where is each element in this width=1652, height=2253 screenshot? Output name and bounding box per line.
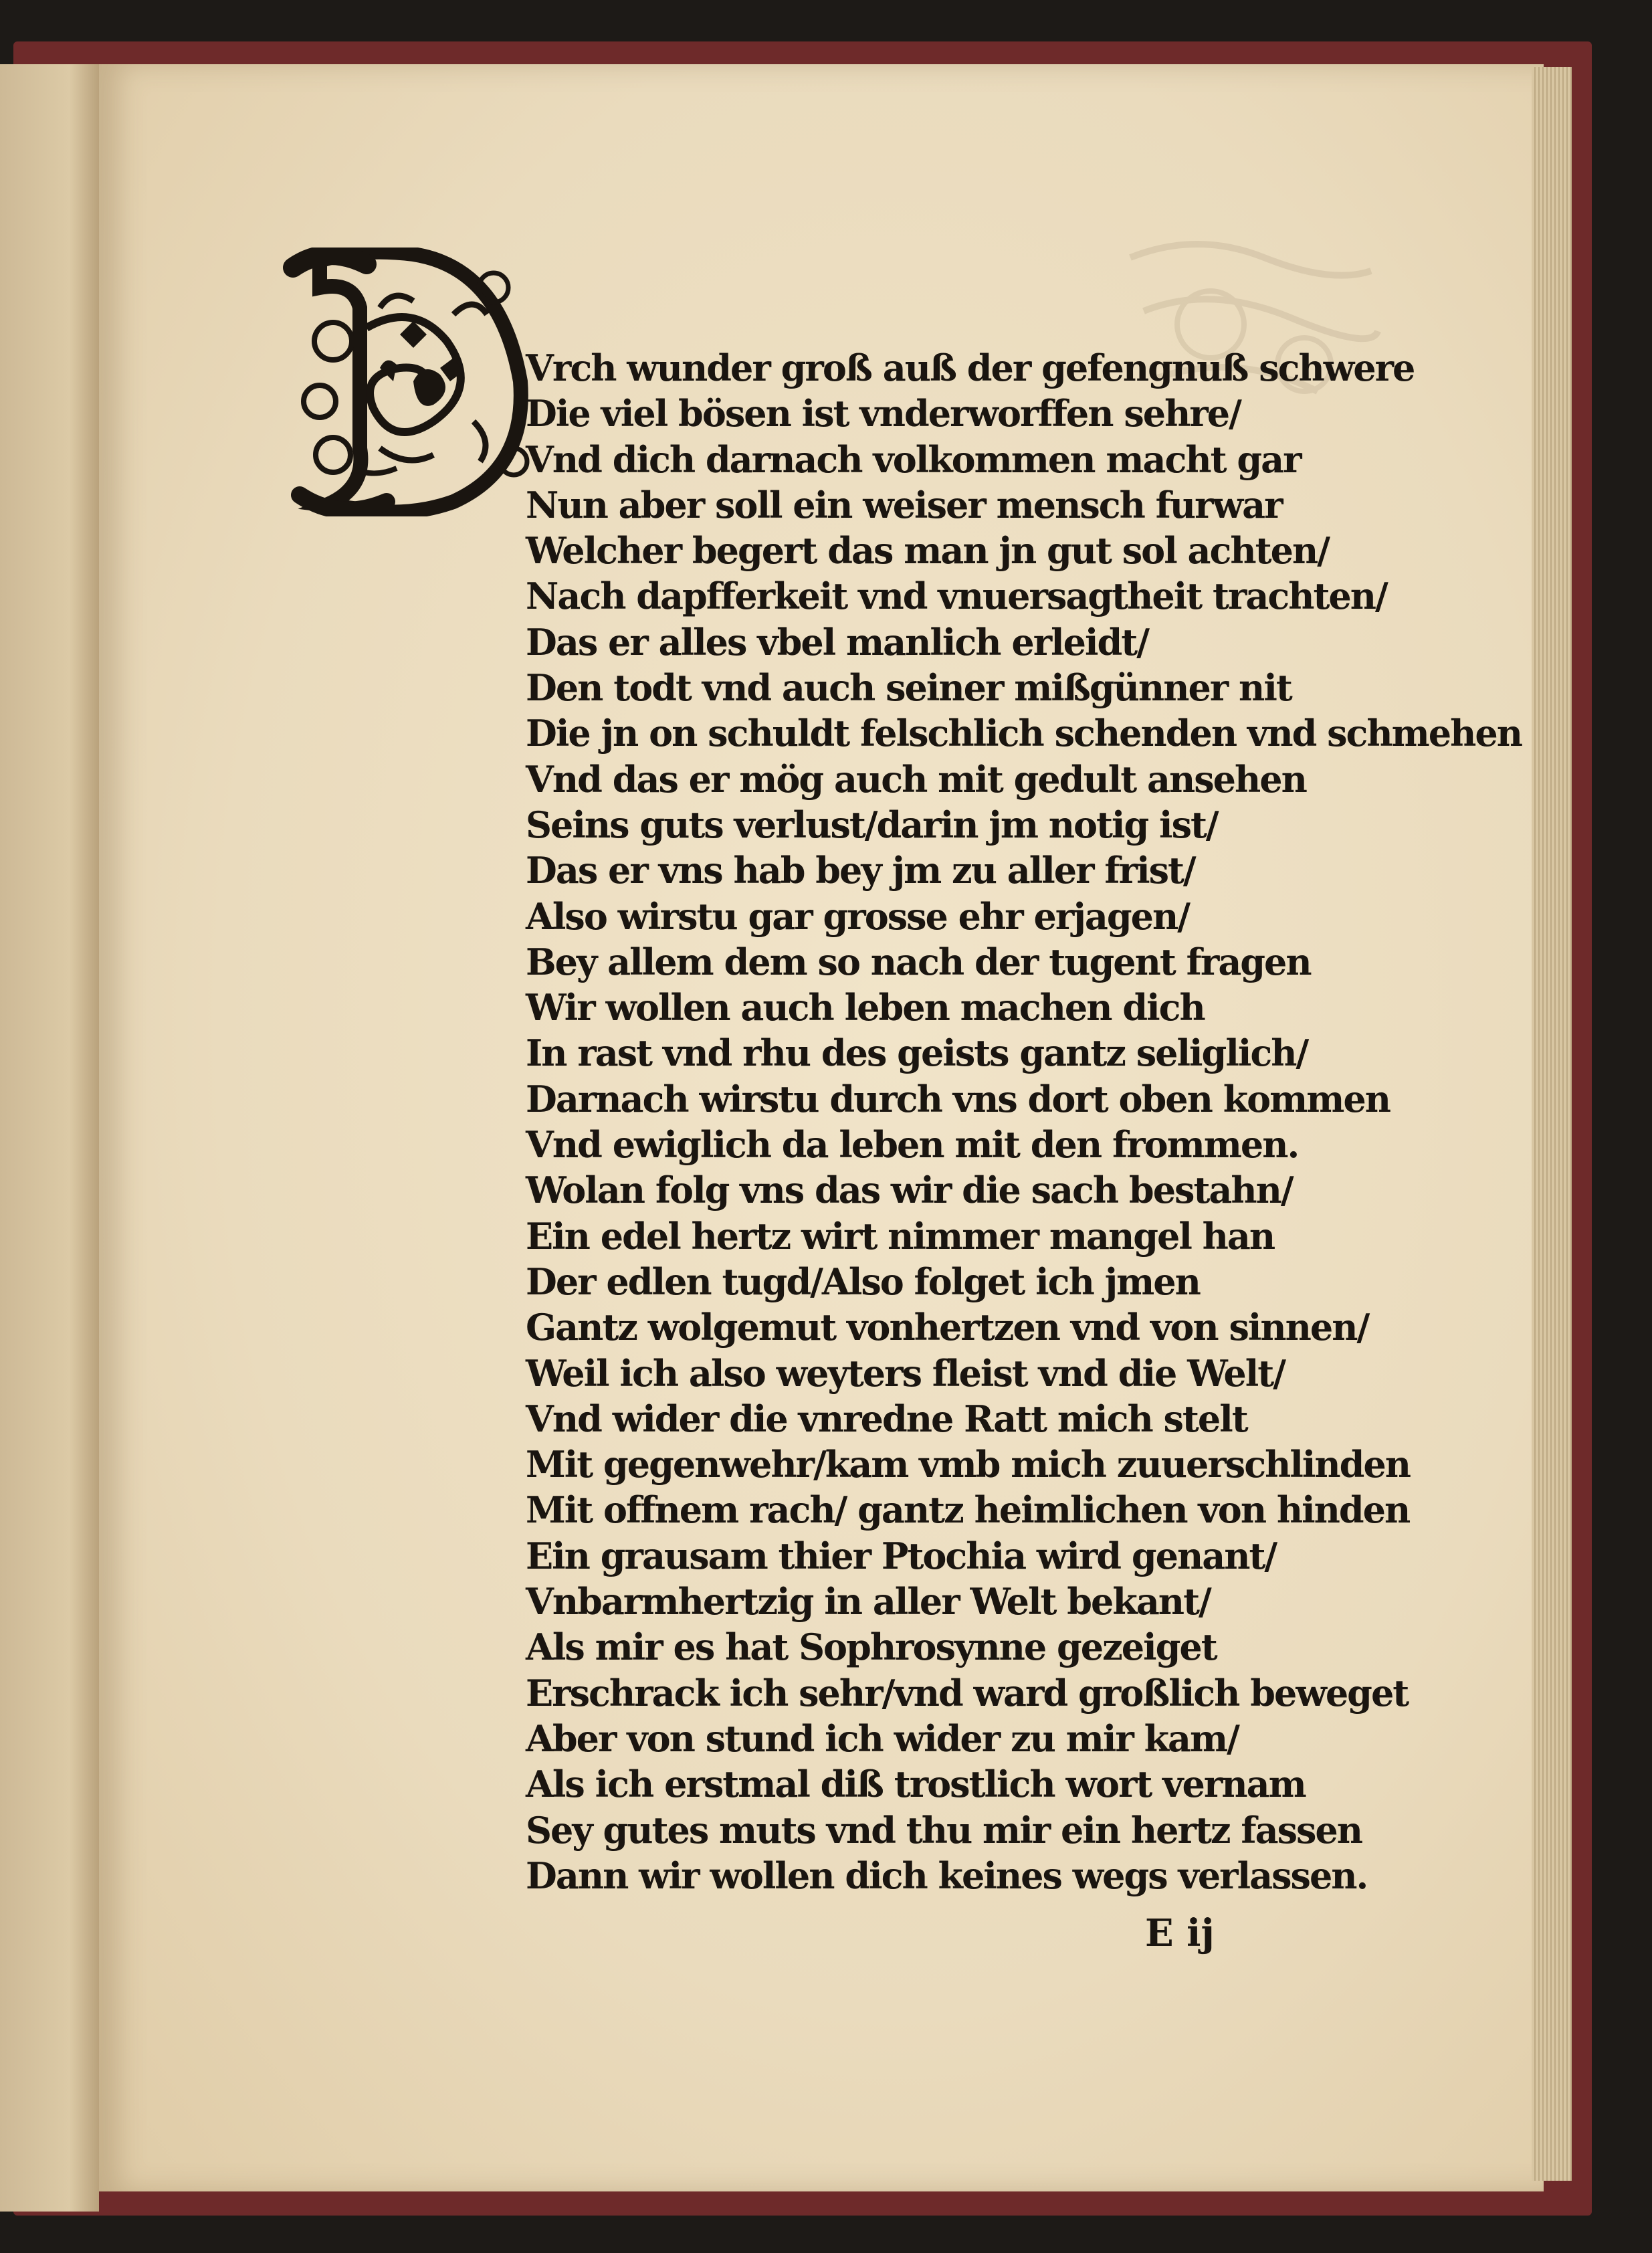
text-line: Darnach wirstu durch vns dort oben kommen [526,1077,1390,1120]
text-line: Gantz wolgemut vonhertzen vnd von sinnen/ [526,1306,1369,1349]
text-line: Ein edel hertz wirt nimmer mangel han [526,1214,1275,1258]
text-line: Vnd wider die vnredne Ratt mich stelt [526,1397,1247,1440]
text-line: Bey allem dem so nach der tugent fragen [526,940,1311,983]
text-line: Also wirstu gar grosse ehr erjagen/ [526,894,1189,938]
text-line: Wolan folg vns das wir die sach bestahn/ [526,1169,1293,1212]
text-line: Vnd ewiglich da leben mit den frommen. [526,1123,1299,1167]
text-line: Das er alles vbel manlich erleidt/ [526,620,1148,664]
text-line: Mit offnem rach/ gantz heimlichen von hinden [526,1488,1410,1532]
text-line: Der edlen tugd/Also folget ich jmen [526,1260,1200,1303]
text-line: Vnd das er mög auch mit gedult ansehen [526,757,1306,801]
text-line: Vnd dich darnach volkommen macht gar [526,437,1301,481]
text-line: Vrch wunder groß auß der gefengnuß schwere [526,347,1415,389]
text-line: Nun aber soll ein weiser mensch furwar [526,483,1282,526]
text-line: Mit gegenwehr/kam vmb mich zuuerschlinden [526,1443,1410,1486]
text-line: Die viel bösen ist vnderworffen sehre/ [526,392,1241,435]
text-line: Dann wir wollen dich keines wegs verlassen. [526,1854,1368,1897]
text-line: Als mir es hat Sophrosynne gezeiget [526,1626,1217,1669]
text-line: Sey gutes muts vnd thu mir ein hertz fassen [526,1808,1362,1852]
text-line: Vnbarmhertzig in aller Welt bekant/ [526,1580,1211,1624]
poem-text [526,345,1522,1898]
text-line: Wir wollen auch leben machen dich [526,986,1205,1030]
text-line: Aber von stund ich wider zu mir kam/ [526,1717,1239,1760]
text-line: Seins guts verlust/darin jm notig ist/ [526,803,1218,846]
text-line: Als ich erstmal diß trostlich wort vernam [526,1763,1306,1806]
decorated-initial-d [280,248,539,516]
text-line: Das er vns hab bey jm zu aller frist/ [526,849,1195,892]
text-line: In rast vnd rhu des geists gantz seliglich/ [526,1032,1308,1075]
text-line: Welcher begert das man jn gut sol achten/ [526,529,1329,573]
text-line: Weil ich also weyters fleist vnd die Welt/ [526,1351,1285,1395]
text-line: Den todt vnd auch seiner mißgünner nit [526,666,1292,710]
text-line: Ein grausam thier Ptochia wird genant/ [526,1534,1277,1577]
text-line: Die jn on schuldt felschlich schenden vnd schmehen [526,712,1522,755]
signature-mark: E ij [1145,1911,1215,1955]
text-line: Nach dapfferkeit vnd vnuersagtheit trachten/ [526,575,1387,618]
text-line: Erschrack ich sehr/vnd ward großlich beweget [526,1671,1409,1715]
page-edges [1532,67,1572,2181]
left-page-edge [0,64,99,2212]
